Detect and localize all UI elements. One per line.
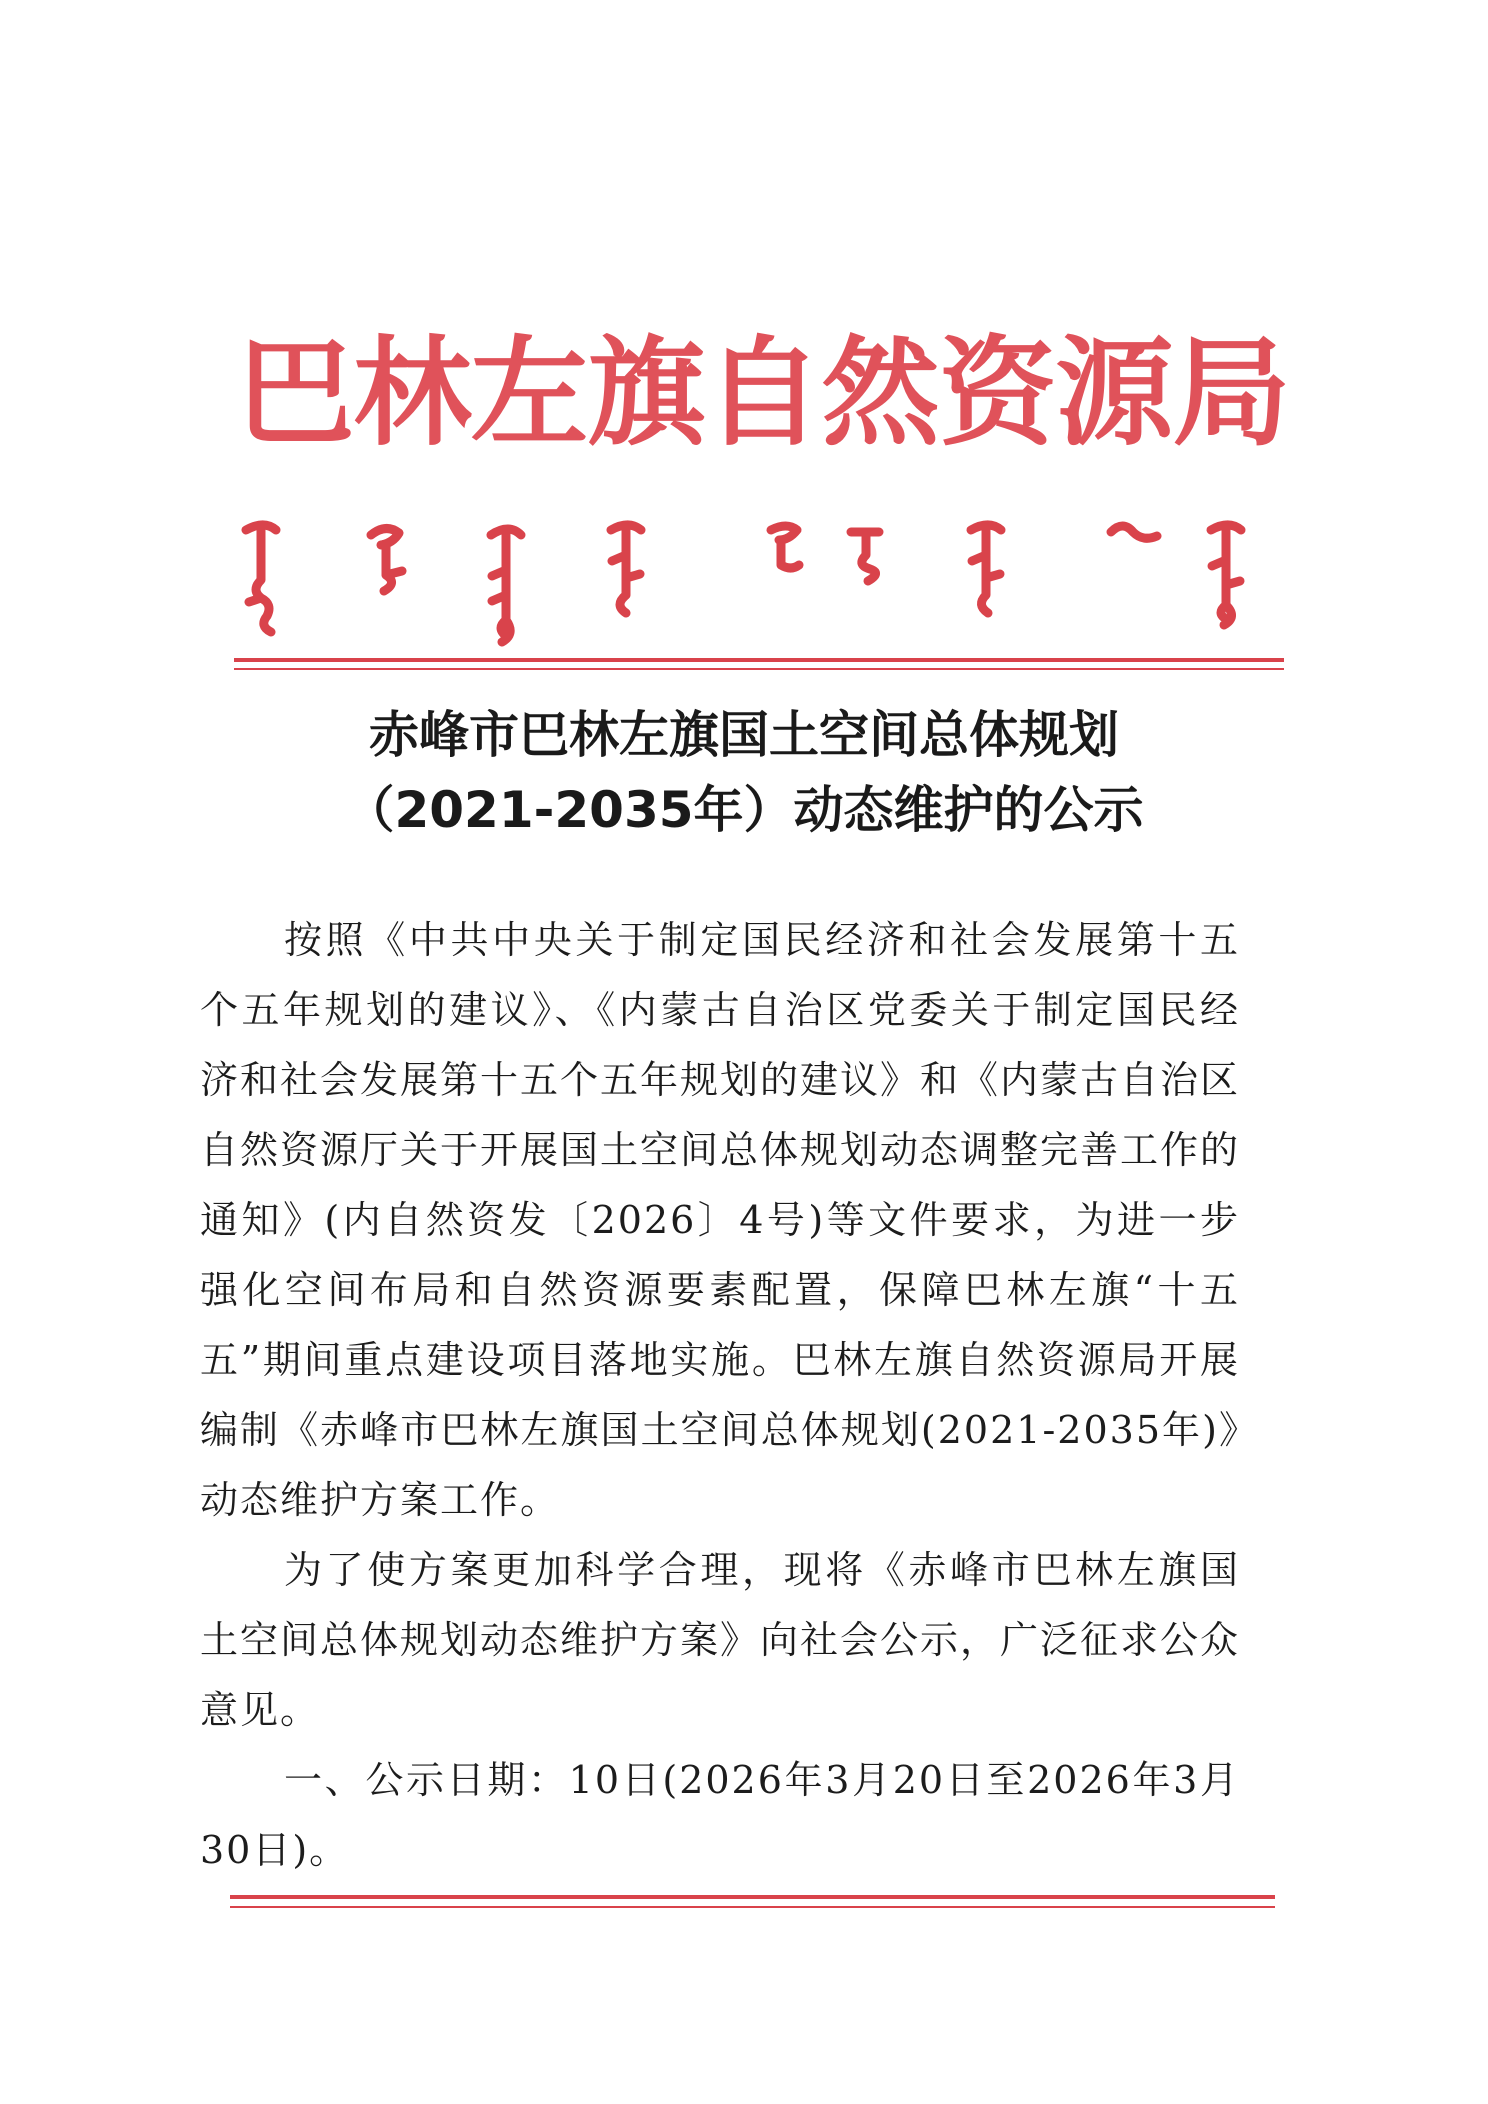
mongolian-script-graphic — [236, 510, 1286, 660]
footer-divider-thin — [230, 1906, 1275, 1908]
mongolian-script-title — [236, 510, 1286, 660]
document-title-line-2: （2021-2035年）动态维护的公示 — [344, 781, 1144, 839]
document-body — [200, 905, 1240, 1885]
body-paragraph-3: 一、公示日期：10日(2026年3月20日至2026年3月30日)。 — [200, 1758, 1240, 1872]
body-paragraph-2: 为了使方案更加科学合理，现将《赤峰市巴林左旗国土空间总体规划动态维护方案》向社会公示，广泛征求公众意见。 — [200, 1548, 1241, 1732]
body-paragraph-1: 按照《中共中央关于制定国民经济和社会发展第十五个五年规划的建议》、《内蒙古自治区党委关于制定国民经济和社会发展第十五个五年规划的建议》和《内蒙古自治区自然资源厅关于开展国土空间总体规划动态调整完善工作的通知》(内自然资发〔2026〕4号)等文件要求，为进一步强化空间布局和自然资源要素配置，保障巴林左旗“十五五”期间重点建设项目落地实施。巴林左旗自然资源局开展编制《赤峰市巴林左旗国土空间总体规划(2021-2035年)》动态维护方案工作。 — [200, 918, 1241, 1522]
document-title-line-1: 赤峰市巴林左旗国土空间总体规划 — [369, 706, 1119, 764]
header-divider-thick — [234, 658, 1284, 662]
footer-divider-thick — [230, 1895, 1275, 1899]
organization-title: 巴林左旗自然资源局 — [236, 324, 1290, 462]
header-divider-thin — [234, 668, 1284, 670]
